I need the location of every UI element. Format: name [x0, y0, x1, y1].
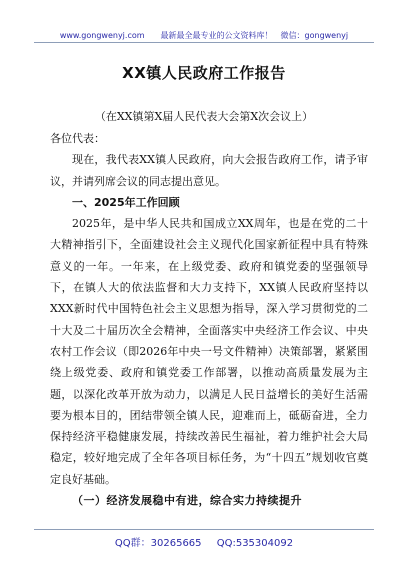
header-divider	[34, 42, 374, 43]
footer-divider	[34, 529, 374, 530]
document-body	[50, 128, 368, 511]
page-footer	[0, 534, 408, 549]
review-paragraph: 2025年，是中华人民共和国成立XX周年，也是在党的二十大精神指引下，全面建设社会主义现代化国家新征程中具有特殊意义的一年。一年来，在上级党委、政府和镇党委的坚强领导下，在镇人大的依法监督和大力支持下，XX镇人民政府坚持以XXX新时代中国特色社会主义思想为指导，深入学习贯彻党的二十大及二十届历次全会精神，全面落实中央经济工作会议、中央农村工作会议（即2026年中央一号文件精神）决策部署，紧紧围绕上级党委、政府和镇党委工作部署，以推动高质量发展为主题，以深化改革开放为动力，以满足人民日益增长的美好生活需要为根本目的，团结带领全镇人民，迎难而上，砥砺奋进，全力保持经济平稳健康发展，持续改善民生福祉，着力维护社会大局稳定，较好地完成了全年各项目标任务，为“十四五”规划收官奠定良好基础。	[50, 217, 368, 486]
section-heading: 一、2025年工作回顾	[72, 195, 180, 209]
footer-qq-group: QQ群：30265665	[114, 538, 202, 549]
document-subtitle: （在XX镇第X届人民代表大会第X次会议上）	[94, 110, 314, 123]
subsection-heading: （一）经济发展稳中有进，综合实力持续提升	[72, 494, 302, 508]
intro-paragraph: 现在，我代表XX镇人民政府，向大会报告政府工作，请予审议，并请列席会议的同志提出意见。	[50, 153, 368, 188]
salutation: 各位代表：	[50, 132, 105, 145]
page-header-watermark: www.gongwenyj.com 最新最全最专业的公文资料库！ 微信：gongwenyj	[59, 31, 349, 40]
footer-qq: QQ:535304092	[216, 538, 294, 549]
document-title: XX镇人民政府工作报告	[122, 64, 286, 82]
